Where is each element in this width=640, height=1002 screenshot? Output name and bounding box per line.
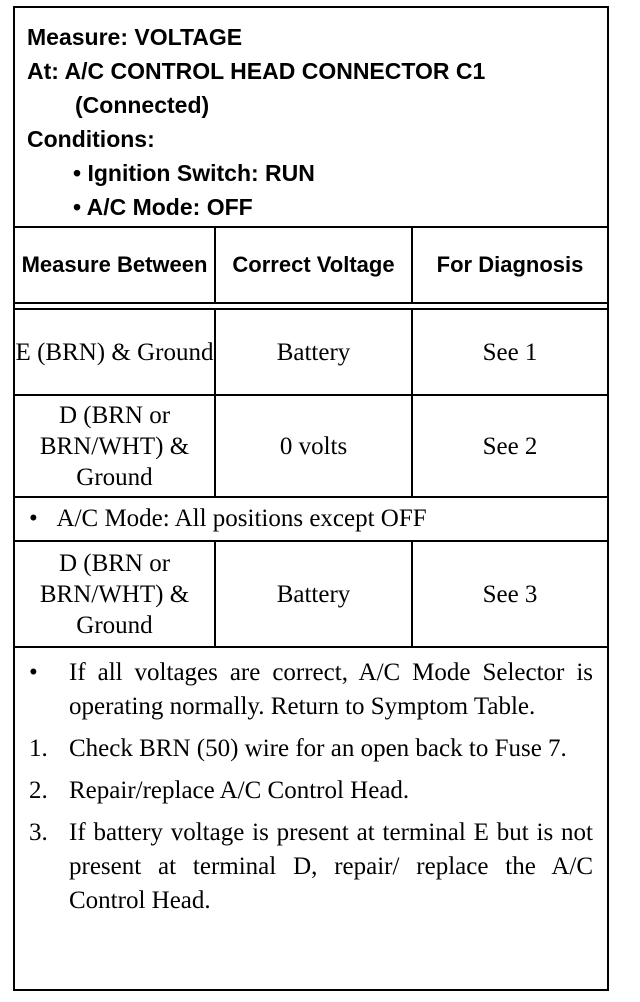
note-item [29, 816, 593, 918]
note-marker: 2. [29, 777, 48, 804]
cell-correct-voltage: Battery [215, 309, 412, 395]
conditions-label: Conditions: [27, 126, 155, 152]
table-header-row [15, 228, 607, 303]
voltage-table [15, 228, 607, 648]
cell-measure-between: D (BRN or BRN/WHT) & Ground [15, 541, 215, 647]
cell-correct-voltage: 0 volts [215, 395, 412, 497]
condition-item: • Ignition Switch: RUN [73, 160, 315, 186]
cell-measure-between: D (BRN or BRN/WHT) & Ground [15, 395, 215, 497]
condition-row-text: A/C Mode: All positions except OFF [56, 505, 427, 532]
note-marker: 1. [29, 735, 48, 762]
chart-header [15, 8, 607, 228]
diagnosis-notes [15, 648, 607, 918]
measure-title: Measure: VOLTAGE [27, 24, 243, 50]
cell-diagnosis: See 2 [412, 395, 607, 497]
note-text: If battery voltage is present at terminal E but is not present at terminal D, repair/ replace the A/C Control Head. [69, 819, 593, 914]
column-header-for-diagnosis: For Diagnosis [412, 228, 607, 303]
note-marker: • [29, 659, 38, 686]
cell-diagnosis: See 3 [412, 541, 607, 647]
note-text: Repair/replace A/C Control Head. [69, 777, 410, 804]
column-header-correct-voltage: Correct Voltage [215, 228, 412, 303]
note-text: If all voltages are correct, A/C Mode Selector is operating normally. Return to Symptom Table. [69, 659, 593, 720]
condition-cell: • A/C Mode: All positions except OFF [15, 497, 607, 541]
diagnostic-chart [13, 6, 609, 991]
cell-diagnosis: See 1 [412, 309, 607, 395]
note-item [29, 732, 593, 766]
table-row [15, 541, 607, 647]
note-text: Check BRN (50) wire for an open back to Fuse 7. [69, 735, 567, 762]
cell-measure-between: E (BRN) & Ground [15, 309, 215, 395]
table-row [15, 395, 607, 497]
note-marker: 3. [29, 819, 48, 846]
condition-text: Ignition Switch: RUN [87, 160, 315, 186]
connected-note: (Connected) [75, 92, 210, 118]
cell-correct-voltage: Battery [215, 541, 412, 647]
location-title: At: A/C CONTROL HEAD CONNECTOR C1 [27, 58, 486, 84]
note-item [29, 774, 593, 808]
note-item [29, 656, 593, 724]
condition-item: • A/C Mode: OFF [73, 194, 253, 220]
condition-text: A/C Mode: OFF [86, 194, 253, 220]
column-header-measure-between: Measure Between [15, 228, 215, 303]
table-row [15, 309, 607, 395]
condition-row [15, 497, 607, 541]
